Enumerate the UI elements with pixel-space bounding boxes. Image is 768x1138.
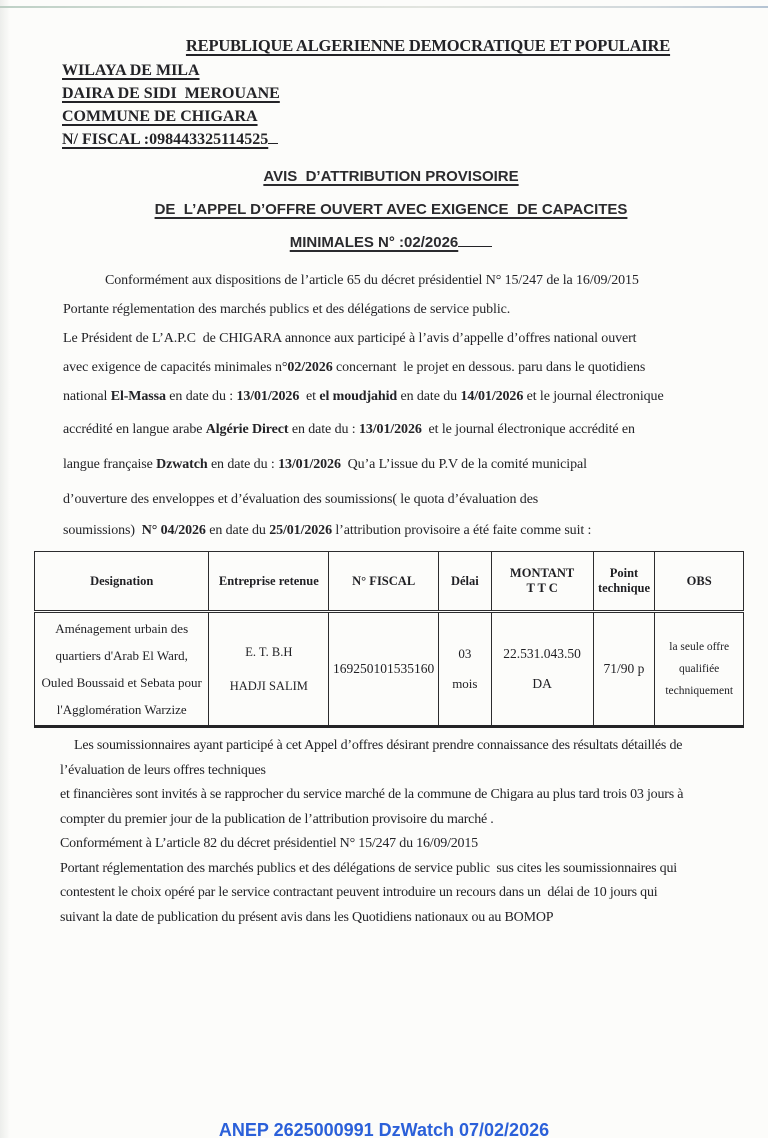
table-header-cell: MONTANT T T C	[491, 552, 593, 612]
notice-title-line-3: MINIMALES N° :02/2026	[14, 233, 768, 252]
header-wilaya: WILAYA DE MILA	[62, 62, 200, 79]
outro-line: compter du premier jour de la publication de l’attribution provisoire du marché .	[60, 811, 494, 827]
outro-line: l’évaluation de leurs offres techniques	[60, 762, 266, 778]
scan-artifact-line	[0, 6, 768, 8]
table-cell: 71/90 p	[593, 612, 655, 727]
table-header-cell: Designation	[35, 552, 209, 612]
intro-paragraph	[63, 266, 768, 545]
intro-line: d’ouverture des enveloppes et d’évaluation des soumissions( le quota d’évaluation des	[63, 492, 539, 507]
intro-line: accrédité en langue arabe Algérie Direct en date du : 13/01/2026 et le journal électronique accrédité en	[63, 422, 635, 437]
table-header-cell: Entreprise retenue	[209, 552, 329, 612]
table-body	[35, 612, 744, 727]
table-header-row	[35, 552, 744, 612]
outro-line: Conformément à L’article 82 du décret présidentiel N° 15/247 du 16/09/2015	[60, 836, 478, 851]
republic-title-text: REPUBLIQUE ALGERIENNE DEMOCRATIQUE ET POPULAIRE	[185, 36, 671, 55]
outro-line: Les soumissionnaires ayant participé à cet Appel d’offres désirant prendre connaissance des résultats détaillés de	[74, 738, 683, 753]
table-header-cell: N° FISCAL	[329, 552, 439, 612]
intro-line: soumissions) N° 04/2026 en date du 25/01/2026 l’attribution provisoire a été faite comme suit :	[63, 523, 592, 538]
underline-tail	[458, 233, 492, 247]
table-row	[35, 612, 744, 727]
intro-line: national El-Massa en date du : 13/01/2026 et el moudjahid en date du 14/01/2026 et le journal électronique	[63, 389, 664, 404]
table-header-cell: Point technique	[593, 552, 655, 612]
attribution-table	[34, 551, 744, 728]
table-cell: 169250101535160	[329, 612, 439, 727]
intro-line: Portante réglementation des marchés publics et des délégations de service public.	[63, 302, 511, 317]
notice-title-block	[0, 167, 768, 252]
table-cell: Aménagement urbain des quartiers d'Arab El Ward, Ouled Boussaid et Sebata pour l'Agglomération Warzize	[35, 612, 209, 727]
intro-line: Le Président de L’A.P.C de CHIGARA annonce aux participé à l’avis d’appelle d’offres national ouvert	[63, 331, 637, 346]
header-fiscal-number: N/ FISCAL :098443325114525	[62, 128, 768, 151]
footer-anep-line: ANEP 2625000991 DzWatch 07/02/2026	[218, 1120, 550, 1138]
outro-line: contestent le choix opéré par le service contractant peuvent introduire un recours dans un délai de 10 jours qui	[60, 885, 658, 900]
scan-edge-shadow	[0, 0, 10, 1138]
header-daira: DAIRA DE SIDI MEROUANE	[62, 85, 280, 102]
outro-paragraph	[60, 734, 768, 930]
table-cell: la seule offre qualifiée techniquement	[655, 612, 744, 727]
intro-line: langue française Dzwatch en date du : 13/01/2026 Qu’a L’issue du P.V de la comité municipal	[63, 457, 587, 472]
intro-line: Conformément aux dispositions de l’article 65 du décret présidentiel N° 15/247 de la 16/09/2015	[105, 273, 639, 288]
header-left-block	[62, 59, 768, 151]
underline-tail	[268, 130, 278, 144]
header-commune: COMMUNE DE CHIGARA	[62, 108, 258, 125]
notice-title-line-1: AVIS D’ATTRIBUTION PROVISOIRE	[263, 168, 519, 185]
outro-line: suivant la date de publication du présent avis dans les Quotidiens nationaux ou au BOMOP	[60, 909, 554, 925]
outro-line: Portant réglementation des marchés publics et des délégations de service public sus cites les soumissionnaires qui	[60, 860, 677, 876]
table-header-cell: Délai	[439, 552, 491, 612]
table-head	[35, 552, 744, 612]
table-header-cell: OBS	[655, 552, 744, 612]
table-cell: E. T. B.H HADJI SALIM	[209, 612, 329, 727]
intro-line: avec exigence de capacités minimales n°02/2026 concernant le projet en dessous. paru dans le quotidiens	[63, 360, 646, 375]
table-cell: 22.531.043.50 DA	[491, 612, 593, 727]
notice-title-line-2: DE L’APPEL D’OFFRE OUVERT AVEC EXIGENCE DE CAPACITES	[154, 201, 628, 218]
table-cell: 03 mois	[439, 612, 491, 727]
republic-title	[0, 36, 768, 56]
outro-line: et financières sont invités à se rapprocher du service marché de la commune de Chigara au plus tard trois 03 jours à	[60, 787, 684, 802]
